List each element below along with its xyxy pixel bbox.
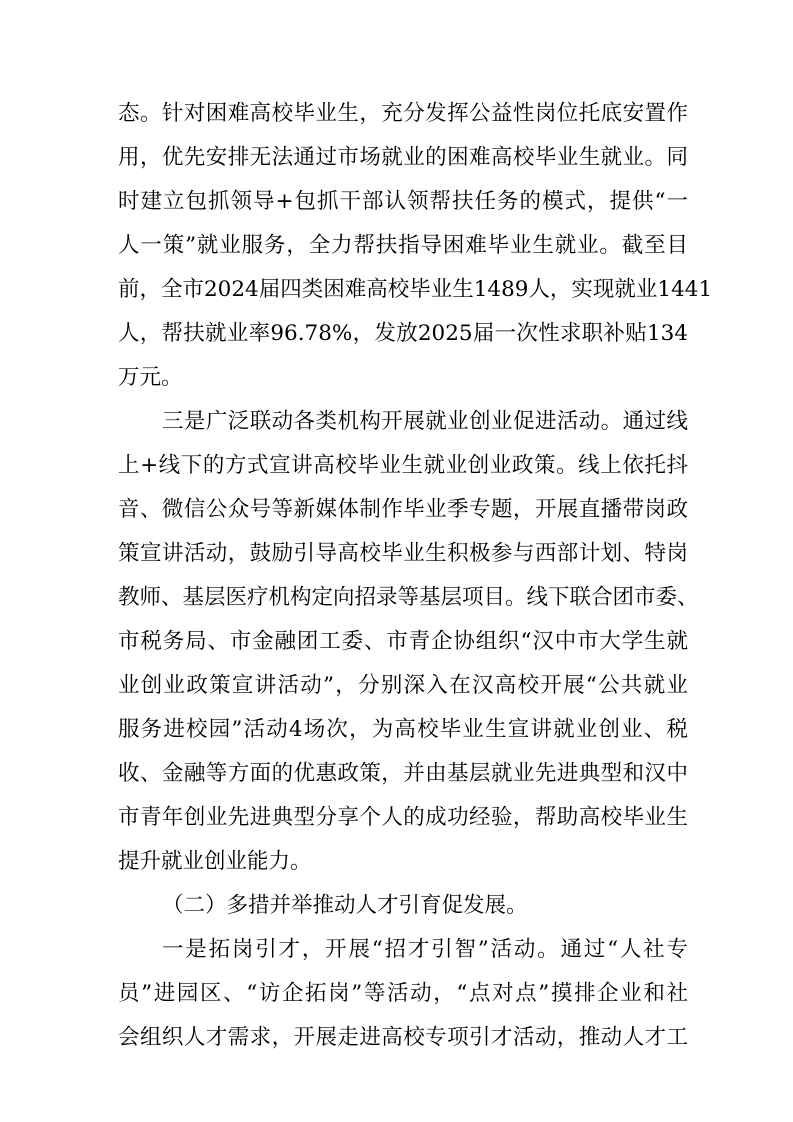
body-text-line: 服务进校园”活动4场次，为高校毕业生宣讲就业创业、税 (118, 717, 688, 742)
body-text-line: 万元。 (118, 365, 183, 390)
body-text-line: 市税务局、市金融团工委、市青企协组织“汉中市大学生就 (118, 629, 688, 654)
body-text-line: 态。针对困难高校毕业生，充分发挥公益性岗位托底安置作 (118, 101, 688, 126)
paragraph-first-line: 三是广泛联动各类机构开展就业创业促进活动。通过线 (162, 409, 688, 434)
body-text-line: 员”进园区、“访企拓岗”等活动，“点对点”摸排企业和社 (118, 981, 688, 1006)
paragraph-first-line: 一是拓岗引才，开展“招才引智”活动。通过“人社专 (162, 937, 688, 962)
body-text-line: 会组织人才需求，开展走进高校专项引才活动，推动人才工 (118, 1025, 688, 1050)
body-text-line: 教师、基层医疗机构定向招录等基层项目。线下联合团市委、 (118, 585, 699, 610)
body-text-line: 时建立包抓领导+包抓干部认领帮扶任务的模式，提供“一 (118, 189, 688, 214)
body-text-line: 人一策”就业服务，全力帮扶指导困难毕业生就业。截至目 (118, 233, 688, 258)
body-text-line: 收、金融等方面的优惠政策，并由基层就业先进典型和汉中 (118, 761, 688, 786)
body-text-line: 提升就业创业能力。 (118, 849, 312, 874)
body-text-line: 前，全市2024届四类困难高校毕业生1489人，实现就业1441 (118, 277, 713, 302)
body-text-line: 上+线下的方式宣讲高校毕业生就业创业政策。线上依托抖 (118, 453, 688, 478)
section-heading: （二）多措并举推动人才引育促发展。 (162, 893, 528, 918)
body-text-line: 策宣讲活动，鼓励引导高校毕业生积极参与西部计划、特岗 (118, 541, 688, 566)
body-text-line: 音、微信公众号等新媒体制作毕业季专题，开展直播带岗政 (118, 497, 688, 522)
body-text-line: 业创业政策宣讲活动”，分别深入在汉高校开展“公共就业 (118, 673, 688, 698)
body-text-line: 人，帮扶就业率96.78%，发放2025届一次性求职补贴134 (118, 321, 688, 346)
body-text-line: 用，优先安排无法通过市场就业的困难高校毕业生就业。同 (118, 145, 688, 170)
body-text-line: 市青年创业先进典型分享个人的成功经验，帮助高校毕业生 (118, 805, 688, 830)
